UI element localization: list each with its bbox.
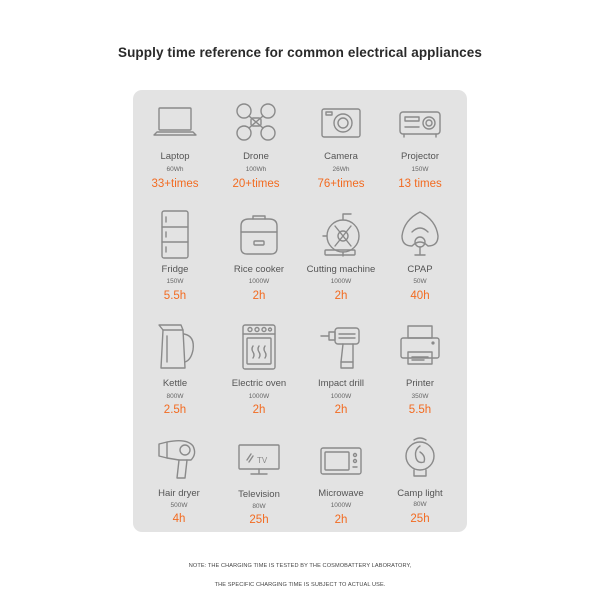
appliance-spec: 150W — [166, 278, 184, 285]
appliance-card-fridge — [133, 210, 217, 322]
appliance-card-camp-light — [378, 436, 462, 548]
appliance-card-drone — [214, 100, 298, 212]
appliance-result: 2h — [334, 514, 348, 526]
appliance-result: 76+times — [317, 178, 365, 190]
drone-icon — [214, 102, 298, 154]
appliance-spec: 50W — [413, 278, 427, 285]
cpap-icon — [378, 210, 462, 262]
appliance-card-electric-oven — [217, 322, 301, 434]
appliance-name: Television — [238, 489, 280, 500]
appliance-card-kettle — [133, 322, 217, 434]
microwave-icon — [299, 442, 383, 494]
appliance-name: Projector — [400, 151, 439, 162]
rice-cooker-icon — [217, 214, 301, 266]
appliance-spec: 500W — [170, 502, 188, 509]
appliance-name: Rice cooker — [233, 264, 285, 275]
appliance-name: Microwave — [318, 488, 364, 499]
appliance-name: Kettle — [162, 378, 188, 389]
appliance-card-microwave — [299, 436, 383, 548]
appliance-spec: 100Wh — [245, 166, 267, 173]
drill-icon — [299, 322, 383, 374]
camera-icon — [299, 102, 383, 154]
appliance-card-hair-dryer — [137, 436, 221, 548]
hair-dryer-icon — [137, 436, 221, 488]
appliance-card-cpap — [378, 210, 462, 322]
appliance-spec: 1000W — [248, 393, 270, 400]
note-line-2: THE SPECIFIC CHARGING TIME IS SUBJECT TO ACTUAL USE. — [214, 582, 386, 588]
appliance-name: Drone — [243, 151, 269, 162]
appliance-result: 2h — [334, 404, 348, 416]
appliance-spec: 1000W — [330, 278, 352, 285]
appliance-result: 33+times — [151, 178, 199, 190]
appliance-name: Fridge — [161, 264, 189, 275]
appliance-name: Electric oven — [231, 378, 287, 389]
kettle-icon — [133, 322, 217, 374]
appliance-name: Cutting machine — [306, 264, 376, 275]
appliance-card-projector — [378, 100, 462, 212]
appliance-result: 40h — [410, 290, 430, 302]
appliance-name: Camera — [324, 151, 358, 162]
appliance-card-cutting-machine — [299, 210, 383, 322]
appliance-card-television — [217, 436, 301, 548]
cutting-machine-icon — [299, 210, 383, 262]
appliance-result: 13 times — [398, 178, 442, 190]
appliance-card-camera — [299, 100, 383, 212]
appliance-spec: 1000W — [248, 278, 270, 285]
appliance-spec: 80W — [252, 503, 266, 510]
appliance-result: 2h — [252, 290, 266, 302]
appliance-spec: 80W — [413, 501, 427, 508]
appliance-result: 25h — [249, 514, 269, 526]
oven-icon — [217, 322, 301, 374]
appliance-result: 25h — [410, 513, 430, 525]
appliance-spec: 1000W — [330, 393, 352, 400]
appliance-spec: 60Wh — [166, 166, 184, 173]
page-title: Supply time reference for common electrical appliances — [117, 45, 483, 60]
appliance-result: 5.5h — [163, 290, 187, 302]
appliance-name: Printer — [406, 378, 434, 389]
appliance-result: 20+times — [232, 178, 280, 190]
appliance-spec: 1000W — [330, 502, 352, 509]
tv-icon-label: TV — [257, 456, 268, 465]
projector-icon — [378, 102, 462, 154]
appliance-result: 4h — [172, 513, 186, 525]
appliance-result: 5.5h — [408, 404, 432, 416]
appliance-spec: 800W — [166, 393, 184, 400]
appliance-card-impact-drill — [299, 322, 383, 434]
appliance-spec: 26Wh — [332, 166, 350, 173]
appliance-name: CPAP — [407, 264, 433, 275]
appliance-spec: 150W — [411, 166, 429, 173]
camp-light-icon — [378, 436, 462, 488]
note-line-1: NOTE: THE CHARGING TIME IS TESTED BY THE COSMOBATTERY LABORATORY, — [188, 563, 412, 569]
printer-icon — [378, 324, 462, 376]
appliance-result: 2.5h — [163, 404, 187, 416]
appliance-card-printer — [378, 322, 462, 434]
laptop-icon — [133, 102, 217, 154]
appliance-panel — [133, 90, 467, 532]
fridge-icon — [133, 210, 217, 262]
appliance-spec: 350W — [411, 393, 429, 400]
appliance-result: 2h — [252, 404, 266, 416]
appliance-card-laptop — [133, 100, 217, 212]
appliance-name: Camp light — [397, 488, 443, 499]
appliance-name: Impact drill — [318, 378, 364, 389]
television-icon — [217, 442, 301, 494]
appliance-name: Laptop — [160, 151, 190, 162]
appliance-name: Hair dryer — [158, 488, 200, 499]
appliance-result: 2h — [334, 290, 348, 302]
appliance-card-rice-cooker — [217, 210, 301, 322]
